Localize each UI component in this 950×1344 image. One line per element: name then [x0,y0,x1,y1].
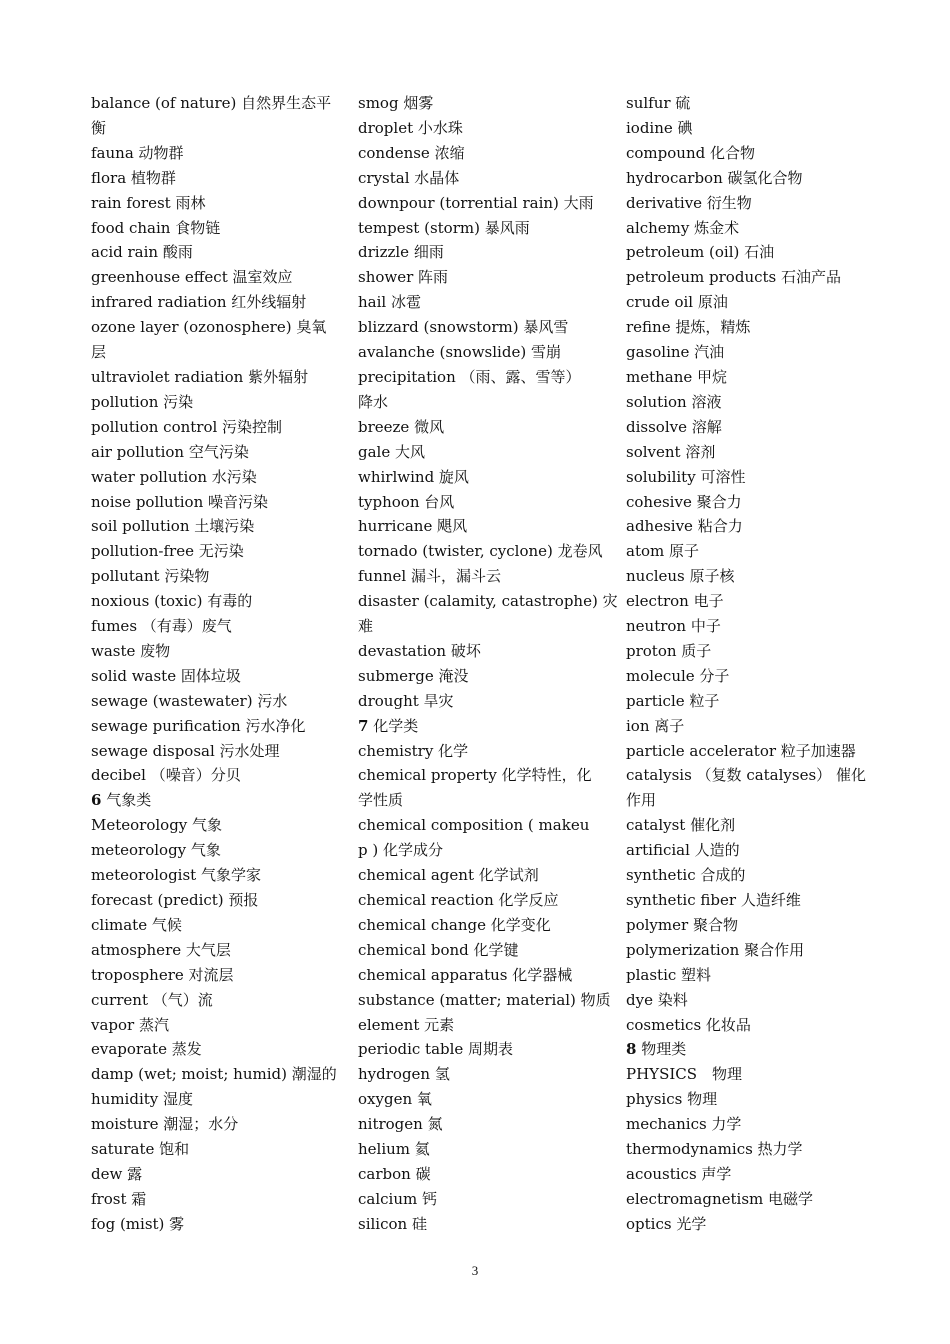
vocab-line: adhesive 粘合力 [626,517,743,536]
vocab-line: chemical property 化学特性，化 [358,766,592,785]
vocab-line: gasoline 汽油 [626,343,725,362]
vocab-line: synthetic fiber 人造纤维 [626,891,801,909]
vocab-line: nucleus 原子核 [626,567,735,586]
vocab-line: silicon 硅 [358,1214,427,1233]
vocab-line: cohesive 聚合力 [626,492,742,511]
vocab-line: carbon 碳 [358,1164,431,1183]
vocab-line: ultraviolet radiation 紫外辐射 [91,367,309,386]
vocab-line: chemical agent 化学试剂 [358,866,539,885]
vocab-line: forecast (predict) 预报 [91,891,259,909]
vocab-line: disaster (calamity, catastrophe) 灾 [358,592,618,611]
vocab-line: nitrogen 氮 [358,1115,443,1134]
vocab-line: ion 离子 [626,716,685,735]
vocab-line: chemistry 化学 [358,741,469,760]
vocab-line: polymer 聚合物 [626,915,738,934]
vocab-line: rain forest 雨林 [91,193,206,212]
vocab-line: evaporate 蒸发 [91,1040,202,1059]
vocab-line: 难 [358,617,374,636]
vocab-line: sewage purification 污水净化 [91,716,306,735]
vocab-line: hail 冰雹 [358,293,421,312]
vocab-line: solution 溶液 [626,392,722,411]
section-heading [91,788,331,813]
vocab-line: air pollution 空气污染 [91,442,249,461]
vocab-column-1 [91,91,337,1237]
vocab-line: drought 旱灾 [358,691,454,710]
vocab-line: sulfur 硫 [626,94,691,112]
vocab-line: hurricane 飓风 [358,517,468,536]
vocab-line: molecule 分子 [626,666,730,685]
vocab-line: derivative 衍生物 [626,193,752,212]
vocab-line: fauna 动物群 [91,143,184,162]
vocab-line: dye 染料 [626,990,688,1009]
vocab-line: electron 电子 [626,592,724,611]
vocab-line: submerge 淹没 [358,666,469,685]
vocab-line: sewage disposal 污水处理 [91,741,280,760]
vocab-line: decibel （噪音）分贝 [91,766,241,785]
vocab-line: mechanics 力学 [626,1115,742,1134]
vocab-line: precipitation （雨、露、雪等） [358,367,581,386]
vocab-line: noxious (toxic) 有毒的 [91,592,253,611]
vocab-line: crystal 水晶体 [358,168,460,187]
vocab-line: chemical composition ( makeu [358,816,590,835]
vocab-line: humidity 湿度 [91,1090,194,1109]
vocab-line: saturate 饱和 [91,1140,190,1159]
vocab-line: typhoon 台风 [358,492,455,511]
vocab-line: funnel 漏斗，漏斗云 [358,567,501,586]
vocab-line: devastation 破坏 [358,641,481,660]
vocab-line: condense 浓缩 [358,143,465,162]
vocab-line: acid rain 酸雨 [91,243,193,262]
vocab-line: tornado (twister, cyclone) 龙卷风 [358,542,603,561]
vocab-line: noise pollution 噪音污染 [91,492,269,511]
vocab-line: fumes （有毒）废气 [91,617,232,636]
vocab-line: particle accelerator 粒子加速器 [626,741,856,760]
vocab-line: balance (of nature) 自然界生态平 [91,94,332,112]
vocab-line: hydrocarbon 碳氢化合物 [626,168,803,187]
vocab-line: troposphere 对流层 [91,965,234,984]
vocab-column-2 [358,91,618,1237]
vocab-line: dew 露 [91,1164,143,1183]
vocab-line: calcium 钙 [358,1189,437,1208]
section-heading [626,1037,866,1062]
vocab-line: PHYSICS 物理 [626,1065,743,1084]
vocab-line: thermodynamics 热力学 [626,1140,803,1159]
vocab-line: petroleum products 石油产品 [626,268,841,287]
vocab-line: chemical bond 化学键 [358,940,519,959]
vocab-line: droplet 小水珠 [358,118,463,137]
vocab-line: vapor 蒸汽 [91,1015,169,1034]
vocab-line: infrared radiation 红外线辐射 [91,293,307,312]
vocab-line: element 元素 [358,1015,455,1034]
vocab-line: smog 烟雾 [358,94,434,112]
vocab-line: polymerization 聚合作用 [626,940,805,959]
section-title: 物理类 [636,1040,687,1059]
vocab-line: compound 化合物 [626,143,755,162]
vocab-line: atom 原子 [626,542,699,561]
vocab-line: meteorology 气象 [91,841,221,860]
vocab-line: pollution control 污染控制 [91,417,283,436]
vocab-line: 衡 [91,118,107,137]
vocab-line: pollution 污染 [91,392,194,411]
vocab-line: chemical reaction 化学反应 [358,891,559,909]
vocab-line: p ) 化学成分 [358,841,443,860]
vocab-line: electromagnetism 电磁学 [626,1189,814,1208]
vocab-line: avalanche (snowslide) 雪崩 [358,343,561,362]
vocab-line: catalysis （复数 catalyses） 催化 [626,766,866,785]
vocab-line: food chain 食物链 [91,218,221,237]
vocab-line: drizzle 细雨 [358,243,444,262]
vocab-line: whirlwind 旋风 [358,467,469,486]
vocab-line: dissolve 溶解 [626,417,722,436]
vocab-line: crude oil 原油 [626,293,728,312]
vocab-line: alchemy 炼金术 [626,218,740,237]
vocab-line: chemical apparatus 化学器械 [358,965,573,984]
vocab-line: substance (matter; material) 物质 [358,990,611,1009]
vocab-line: sewage (wastewater) 污水 [91,691,288,710]
vocab-line: 降水 [358,392,389,411]
vocab-line: particle 粒子 [626,691,720,710]
page-number: 3 [471,1263,479,1278]
section-title: 化学类 [368,716,419,735]
vocab-line: physics 物理 [626,1090,718,1109]
vocab-line: cosmetics 化妆品 [626,1015,751,1034]
vocab-line: petroleum (oil) 石油 [626,243,775,262]
vocab-line: waste 废物 [91,641,171,660]
vocab-line: hydrogen 氢 [358,1065,450,1084]
vocab-line: solvent 溶剂 [626,442,716,461]
vocab-line: tempest (storm) 暴风雨 [358,218,530,237]
vocab-line: refine 提炼，精炼 [626,318,751,337]
vocab-line: Meteorology 气象 [91,816,223,835]
vocab-line: breeze 微风 [358,417,445,436]
vocab-line: 层 [91,343,107,362]
vocab-line: atmosphere 大气层 [91,940,231,959]
vocab-line: pollutant 污染物 [91,567,210,586]
section-number: 7 [358,716,369,735]
vocab-line: artificial 人造的 [626,841,740,860]
vocab-line: optics 光学 [626,1214,707,1233]
vocab-line: solubility 可溶性 [626,467,746,486]
section-title: 气象类 [101,791,152,810]
vocab-line: periodic table 周期表 [358,1040,514,1059]
vocab-line: frost 霜 [91,1189,147,1208]
vocab-line: shower 阵雨 [358,268,449,287]
vocab-line: moisture 潮湿；水分 [91,1115,239,1134]
vocab-line: gale 大风 [358,442,425,461]
vocab-line: soil pollution 土壤污染 [91,517,255,536]
vocab-line: helium 氦 [358,1140,430,1159]
vocab-line: proton 质子 [626,641,712,660]
vocab-line: pollution-free 无污染 [91,542,244,561]
vocab-line: meteorologist 气象学家 [91,866,261,885]
vocab-line: greenhouse effect 温室效应 [91,268,293,287]
vocab-line: current （气）流 [91,990,213,1009]
vocab-column-3 [626,91,866,1237]
vocab-line: flora 植物群 [91,168,176,187]
vocab-line: acoustics 声学 [626,1164,732,1183]
vocab-line: damp (wet; moist; humid) 潮湿的 [91,1065,337,1084]
vocab-line: iodine 碘 [626,118,693,137]
vocab-line: downpour (torrential rain) 大雨 [358,193,594,212]
section-number: 8 [626,1040,637,1059]
vocab-line: 学性质 [358,791,404,810]
vocab-line: catalyst 催化剂 [626,816,736,835]
section-number: 6 [91,791,102,810]
vocab-line: plastic 塑料 [626,965,712,984]
vocab-line: water pollution 水污染 [91,467,257,486]
vocab-line: 作用 [626,791,657,810]
vocab-line: neutron 中子 [626,617,721,636]
vocab-line: chemical change 化学变化 [358,915,551,934]
section-heading [358,714,598,739]
vocab-line: ozone layer (ozonosphere) 臭氧 [91,318,327,337]
vocab-line: climate 气候 [91,915,182,934]
vocab-line: oxygen 氧 [358,1090,432,1109]
vocab-line: synthetic 合成的 [626,866,746,885]
vocab-line: fog (mist) 雾 [91,1214,185,1233]
vocab-line: solid waste 固体垃圾 [91,666,241,685]
vocab-line: methane 甲烷 [626,367,728,386]
vocab-line: blizzard (snowstorm) 暴风雪 [358,318,569,337]
